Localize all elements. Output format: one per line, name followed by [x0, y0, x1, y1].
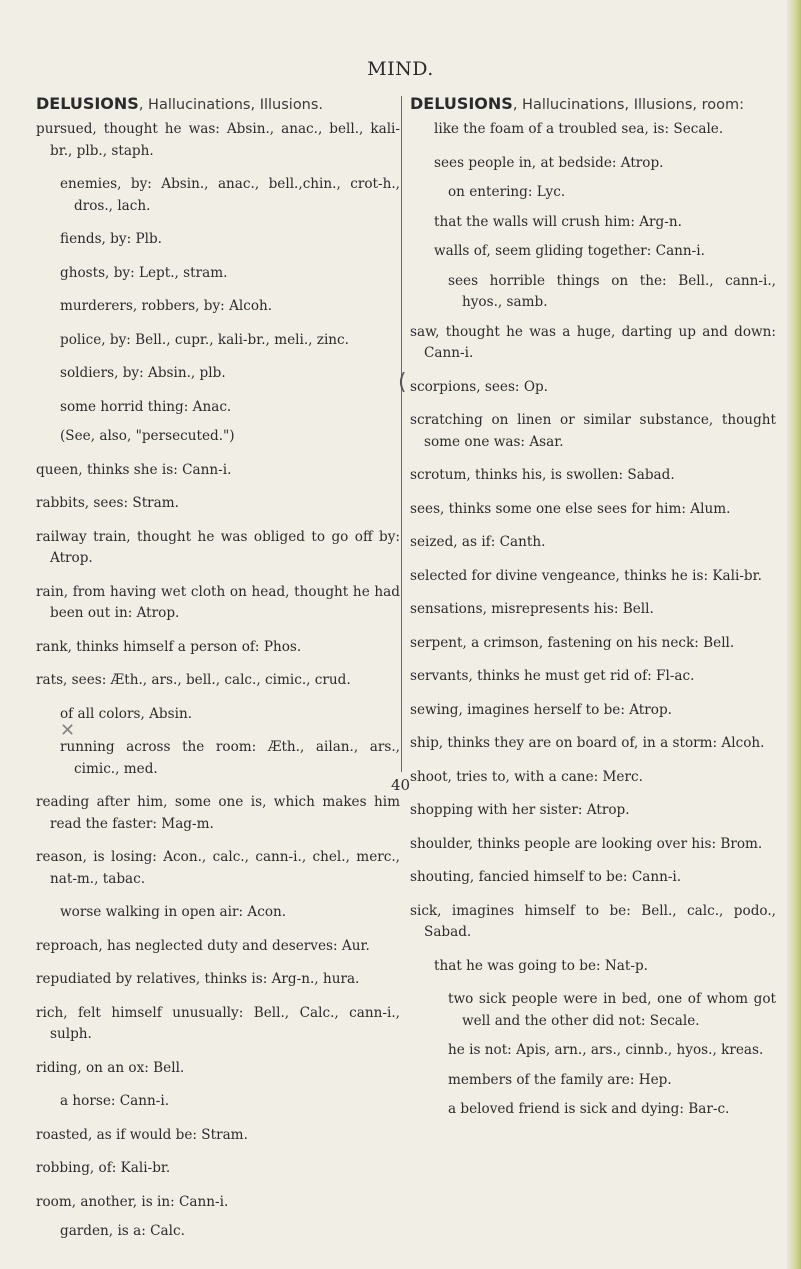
entry: that the walls will crush him: Arg-n.: [434, 213, 682, 230]
entry: riding, on an ox: Bell.: [36, 1059, 185, 1076]
entry: reproach, has neglected duty and deserves: Aur.: [36, 937, 370, 954]
entry: robbing, of: Kali-br.: [36, 1160, 171, 1176]
entry: repudiated by relatives, thinks is: Arg-n., hura.: [36, 971, 360, 987]
entry: members of the family are: Hep.: [448, 1071, 672, 1088]
entry: shopping with her sister: Atrop.: [410, 802, 630, 818]
entry: rain, from having wet cloth on head, thought he had been out in: Atrop.: [36, 583, 400, 621]
entry: that he was going to be: Nat-p.: [434, 957, 648, 974]
column-divider: [401, 96, 402, 772]
entry: he is not: Apis, arn., ars., cinnb., hyos., kreas.: [448, 1042, 764, 1058]
entry: scratching on linen or similar substance, thought some one was: Asar.: [410, 412, 776, 450]
entry: a beloved friend is sick and dying: Bar-c.: [448, 1101, 730, 1117]
entry: saw, thought he was a huge, darting up and down: Cann-i.: [410, 323, 776, 361]
entry: sensations, misrepresents his: Bell.: [410, 601, 654, 617]
left-column: [36, 94, 400, 1255]
entry: police, by: Bell., cupr., kali-br., meli., zinc.: [60, 331, 349, 348]
pencil-mark-icon: ✕: [60, 720, 76, 741]
entry: walls of, seem gliding together: Cann-i.: [434, 243, 705, 259]
left-header-bold: DELUSIONS: [36, 94, 139, 113]
right-column-header: [410, 94, 776, 113]
entry: sees people in, at bedside: Atrop.: [434, 154, 664, 171]
entry: of all colors, Absin.: [60, 705, 193, 722]
entry: roasted, as if would be: Stram.: [36, 1126, 248, 1143]
entry: like the foam of a troubled sea, is: Secale.: [434, 121, 724, 137]
right-header-bold: DELUSIONS: [410, 94, 513, 113]
entry: a horse: Cann-i.: [60, 1093, 170, 1109]
entry: two sick people were in bed, one of whom got well and the other did not: Secale.: [448, 991, 776, 1029]
entry: shoot, tries to, with a cane: Merc.: [410, 768, 643, 785]
page-title: MIND.: [367, 58, 434, 80]
entry: ghosts, by: Lept., stram.: [60, 264, 228, 281]
page-number: 40: [390, 776, 411, 794]
entry: sees horrible things on the: Bell., cann-i., hyos., samb.: [448, 272, 776, 310]
entry: on entering: Lyc.: [448, 184, 566, 200]
entry: queen, thinks she is: Cann-i.: [36, 461, 232, 478]
left-header-rest: , Hallucinations, Illusions.: [138, 97, 324, 113]
entry: enemies, by: Absin., anac., bell.,chin., crot-h., dros., lach.: [60, 176, 400, 214]
entry: running across the room: Æth., ailan., ars., cimic., med.: [60, 739, 400, 777]
entry: rich, felt himself unusually: Bell., Calc., cann-i., sulph.: [36, 1004, 400, 1042]
entry: ship, thinks they are on board of, in a storm: Alcoh.: [410, 735, 765, 751]
entry: (See, also, "persecuted."): [60, 428, 235, 444]
entry: some horrid thing: Anac.: [60, 398, 232, 415]
entry: serpent, a crimson, fastening on his neck: Bell.: [410, 634, 735, 651]
entry: seized, as if: Canth.: [410, 534, 546, 550]
entry: garden, is a: Calc.: [60, 1223, 185, 1239]
entry: shoulder, thinks people are looking over his: Brom.: [410, 835, 763, 852]
entry: sick, imagines himself to be: Bell., calc., podo., Sabad.: [410, 902, 776, 940]
entry: worse walking in open air: Acon.: [60, 904, 287, 920]
left-column-header: [36, 94, 400, 113]
entry: soldiers, by: Absin., plb.: [60, 365, 226, 381]
entry: sewing, imagines herself to be: Atrop.: [410, 701, 672, 718]
entry: room, another, is in: Cann-i.: [36, 1193, 229, 1210]
entry: selected for divine vengeance, thinks he is: Kali-br.: [410, 567, 762, 584]
entry: reason, is losing: Acon., calc., cann-i., chel., merc., nat-m., tabac.: [36, 849, 400, 887]
entry: servants, thinks he must get rid of: Fl-ac.: [410, 668, 695, 684]
page-edge: [787, 0, 801, 1269]
entry: murderers, robbers, by: Alcoh.: [60, 298, 273, 314]
entry: railway train, thought he was obliged to go off by: Atrop.: [36, 528, 400, 566]
entry: scorpions, sees: Op.: [410, 378, 548, 395]
entry: rabbits, sees: Stram.: [36, 495, 179, 511]
entry: shouting, fancied himself to be: Cann-i.: [410, 869, 682, 885]
entry: fiends, by: Plb.: [60, 231, 162, 247]
right-header-rest: , Hallucinations, Illusions, room:: [512, 97, 745, 113]
entry: rats, sees: Æth., ars., bell., calc., cimic., crud.: [36, 672, 351, 688]
right-column: [410, 94, 776, 1129]
entry: rank, thinks himself a person of: Phos.: [36, 638, 302, 655]
entry: scrotum, thinks his, is swollen: Sabad.: [410, 467, 675, 483]
pencil-mark-icon: (: [398, 370, 407, 395]
entry: reading after him, some one is, which makes him read the faster: Mag-m.: [36, 794, 400, 832]
entry: pursued, thought he was: Absin., anac., bell., kali-br., plb., staph.: [36, 121, 400, 159]
entry: sees, thinks some one else sees for him: Alum.: [410, 500, 731, 517]
